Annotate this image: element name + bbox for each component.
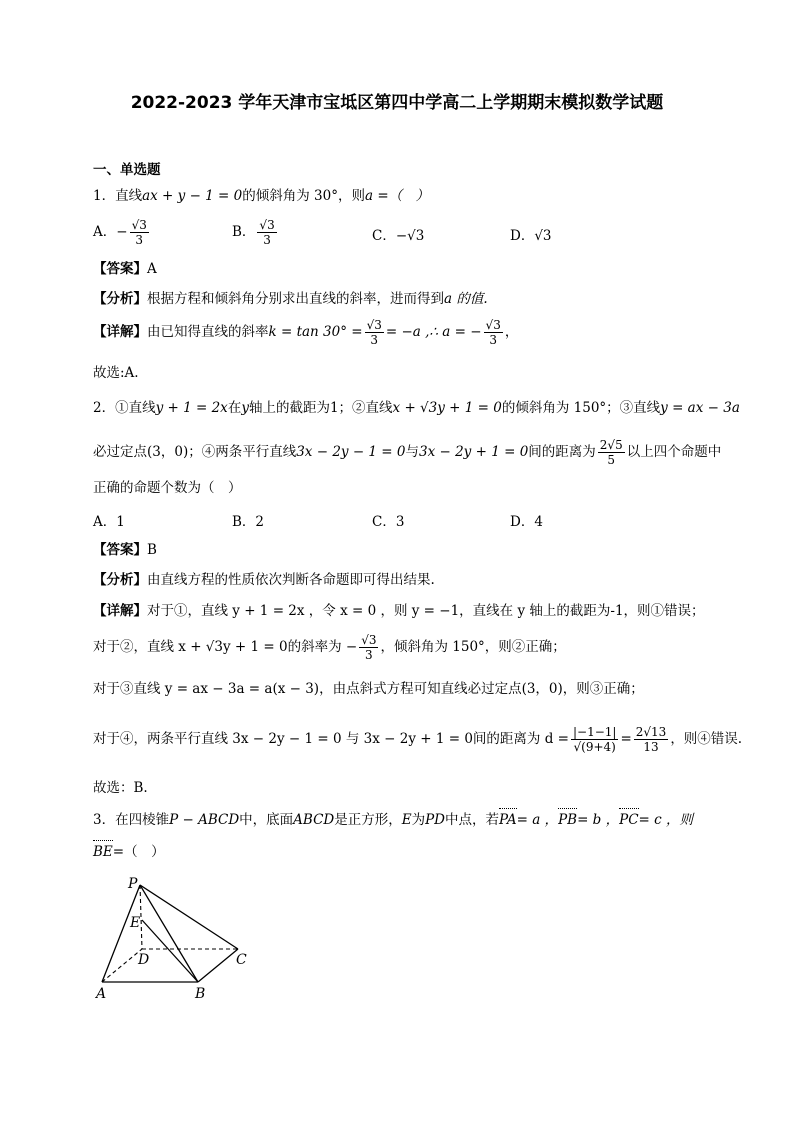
q1-option-a: A．− $\frac{√3}{3}$ [93, 218, 147, 247]
pyramid-figure [90, 872, 270, 1007]
vertex-label-c: C [236, 952, 247, 968]
question-3-line-2: BE=（ ） [93, 844, 165, 860]
q2-option-c: C．3 [372, 514, 405, 530]
q2-conclusion: 故选：B. [93, 780, 148, 796]
q2-detail-4: 对于④，两条平行直线 3x − 2y − 1 = 0 与 3x − 2y + 1 = 0间的距离为 d = $\frac{|-1-1|}{√(9+4)}$ = $\frac{2√13}{13}$ ，则④错误. [93, 725, 743, 754]
q2-option-d: D．4 [510, 514, 543, 530]
vertex-label-a: A [96, 986, 107, 1002]
vertex-label-b: B [195, 986, 206, 1002]
q2-detail-3: 对于③直线 y = ax − 3a = a(x − 3)，由点斜式方程可知直线必过定点(3，0)，则③正确； [93, 681, 644, 697]
q1-option-b: B． $\frac{√3}{3}$ [232, 218, 275, 247]
q1-conclusion: 故选:A. [93, 365, 139, 381]
question-1-stem: 1．直线ax + y − 1 = 0的倾斜角为 30°，则a =（ ） [93, 188, 430, 204]
q1-analysis: 【分析】根据方程和倾斜角分别求出直线的斜率，进而得到a 的值. [93, 291, 488, 307]
q1-option-c: C．−√3 [372, 228, 425, 244]
q1-option-d: D．√3 [510, 228, 552, 244]
q2-analysis: 【分析】由直线方程的性质依次判断各命题即可得出结果. [93, 572, 435, 588]
vertex-label-e: E [130, 915, 141, 931]
q1-detail: 【详解】由已知得直线的斜率k = tan 30° = $\frac{√3}{3}$ = −a ,∴ a = − $\frac{√3}{3}$ ， [93, 318, 519, 347]
question-2-line-1: 2．①直线y + 1 = 2x在y轴上的截距为1；②直线x + √3y + 1 = 0的倾斜角为 150°；③直线y = ax − 3a [93, 400, 740, 416]
q2-detail-2: 对于②，直线 x + √3y + 1 = 0的斜率为 − $\frac{√3}{3}$ ，倾斜角为 150°，则②正确； [93, 633, 566, 662]
vertex-label-p: P [128, 876, 138, 892]
question-3-line-1: 3．在四棱锥P − ABCD中，底面ABCD是正方形，E为PD中点，若PA= a ，PB= b ，PC= c ，则 [93, 812, 694, 828]
question-2-line-2: 必过定点(3，0)；④两条平行直线3x − 2y − 1 = 0与3x − 2y + 1 = 0间的距离为 $\frac{2√5}{5}$ 以上四个命题中 [93, 438, 722, 467]
q2-option-b: B．2 [232, 514, 265, 530]
section-heading: 一、单选题 [93, 162, 161, 178]
q2-option-a: A．1 [93, 514, 125, 530]
q2-answer: 【答案】B [93, 542, 157, 558]
question-2-line-3: 正确的命题个数为（ ） [93, 480, 242, 496]
vertex-label-d: D [138, 952, 150, 968]
q1-answer: 【答案】A [93, 261, 157, 277]
page-title: 2022-2023 学年天津市宝坻区第四中学高二上学期期末模拟数学试题 [130, 93, 664, 113]
q2-detail-1: 【详解】对于①，直线 y + 1 = 2x ，令 x = 0 ，则 y = −1，直线在 y 轴上的截距为-1，则①错误； [93, 603, 705, 619]
